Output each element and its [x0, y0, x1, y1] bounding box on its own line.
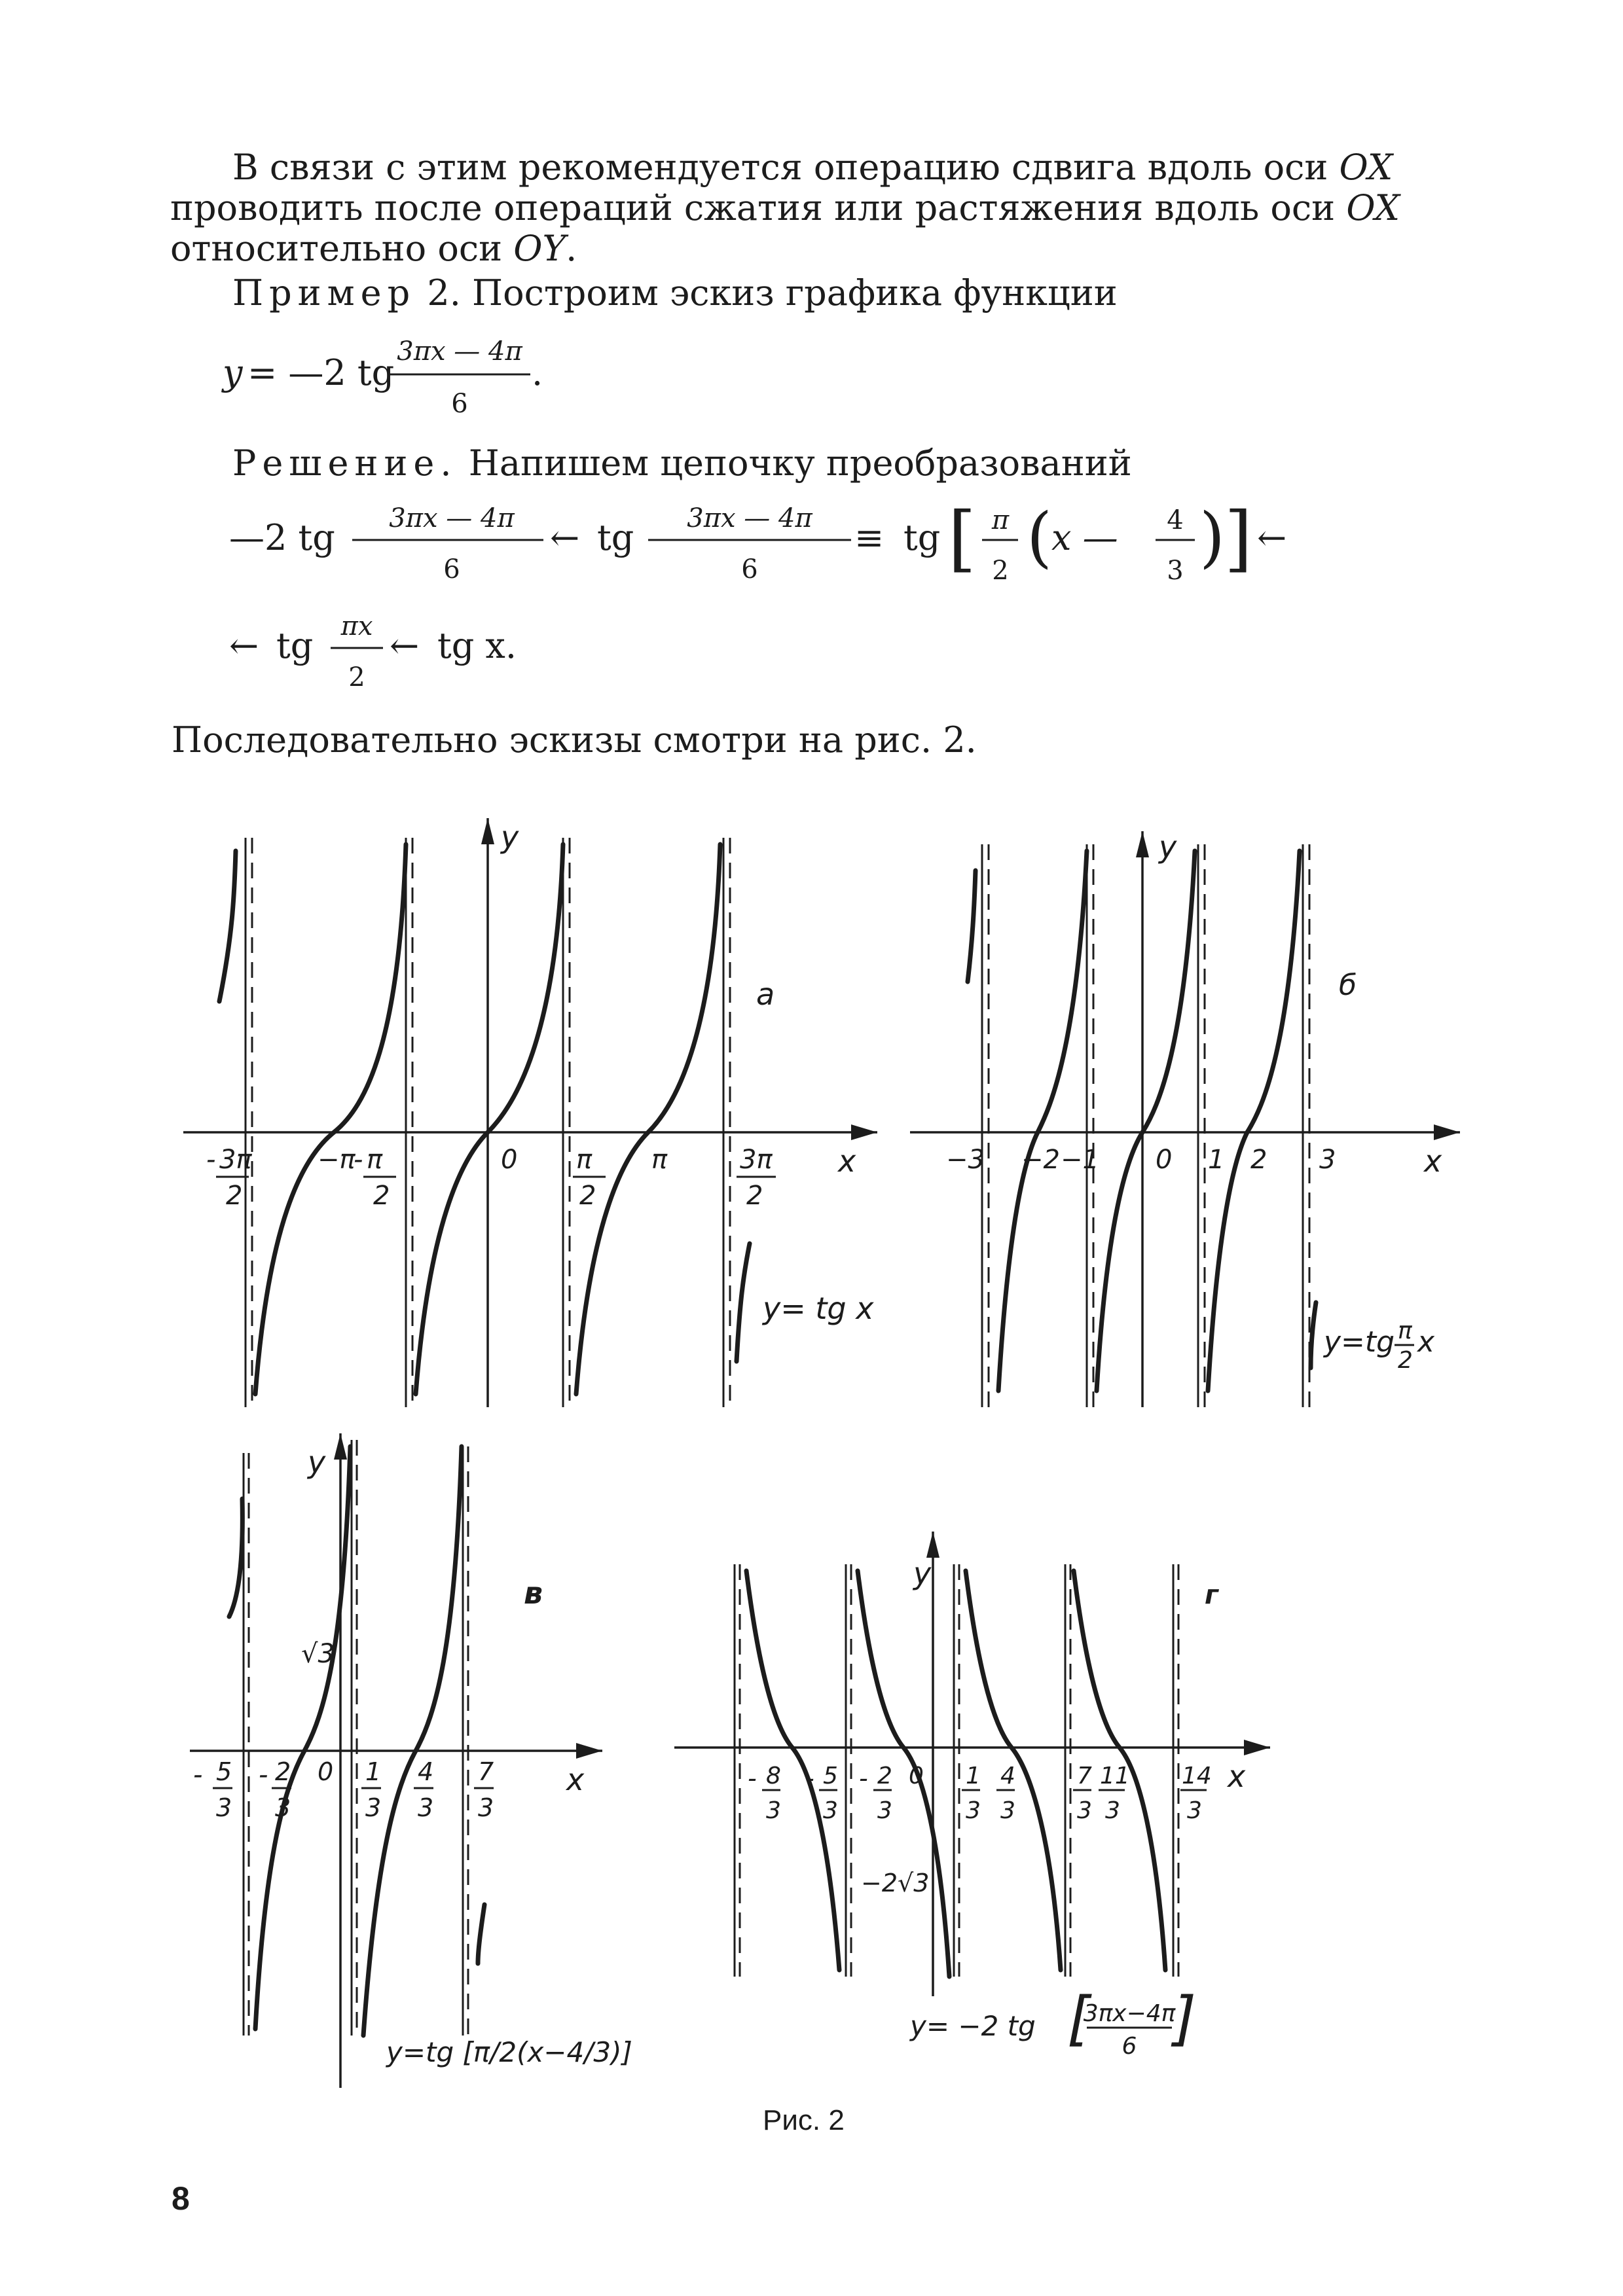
svg-text:]: ]: [1173, 1984, 1197, 2053]
svg-text:1: 1: [365, 1757, 382, 1786]
svg-text:3: 3: [365, 1793, 382, 1822]
svg-text:3: 3: [1319, 1145, 1336, 1175]
svg-text:tg: tg: [276, 625, 314, 666]
svg-text:6: 6: [443, 554, 460, 584]
svg-text:[: [: [1067, 1984, 1091, 2053]
arrow-left: ←: [229, 625, 259, 666]
svg-text:(: (: [1027, 499, 1053, 575]
figure-g-final-graph: [668, 1525, 1290, 2081]
svg-text:3: 3: [766, 1797, 781, 1824]
svg-text:3: 3: [877, 1797, 892, 1824]
svg-text:π: π: [1398, 1318, 1412, 1344]
svg-text:]: ]: [1224, 496, 1252, 580]
svg-text:πx: πx: [340, 611, 373, 641]
figure-a-letter: а: [756, 977, 775, 1012]
svg-text:2: 2: [877, 1763, 892, 1789]
svg-text:x: x: [1424, 1143, 1442, 1179]
axis-oy-label: OY: [513, 228, 566, 269]
paragraph-line-3: относительно оси OY.: [170, 228, 577, 269]
svg-text:π: π: [991, 505, 1010, 535]
svg-text:0: 0: [318, 1757, 334, 1786]
svg-text:-: -: [748, 1764, 757, 1793]
svg-text:2: 2: [348, 662, 365, 692]
svg-text:3π: 3π: [740, 1145, 773, 1175]
arrow-left: ←: [390, 625, 420, 666]
formula-denominator: 6: [451, 389, 468, 419]
svg-text:y= −2 tg: y= −2 tg: [910, 2010, 1036, 2042]
arrow-left: ←: [1257, 517, 1287, 558]
figure-v-formula: y=tg [π/2(x−4/3)]: [386, 2036, 632, 2068]
svg-text:1: 1: [966, 1763, 981, 1789]
svg-text:.: .: [532, 352, 543, 393]
svg-text:−3: −3: [946, 1145, 985, 1175]
svg-text:tg: tg: [597, 517, 634, 558]
svg-text:8: 8: [766, 1763, 781, 1789]
line-1-text: В связи с этим рекомендуется операцию сдвига вдоль оси: [232, 147, 1340, 188]
svg-text:3: 3: [418, 1793, 434, 1822]
svg-text:x: x: [1228, 1759, 1246, 1794]
svg-text:-: -: [193, 1760, 203, 1790]
svg-text:tg: tg: [903, 517, 941, 558]
solution-line: [232, 443, 1132, 484]
svg-text:3: 3: [966, 1797, 981, 1824]
sequence-line: Последовательно эскизы смотри на рис. 2.: [172, 719, 977, 761]
page-number: 8: [172, 2180, 190, 2217]
svg-text:3πx−4π: 3πx−4π: [1083, 2000, 1176, 2027]
figure-b-letter: б: [1339, 969, 1357, 1002]
svg-text:3: 3: [1000, 1797, 1015, 1824]
transformation-chain-2: [229, 605, 687, 704]
svg-text:y: y: [501, 819, 519, 855]
svg-text:): ): [1199, 499, 1226, 575]
svg-text:[: [: [948, 496, 976, 580]
arrow-left: ←: [550, 517, 580, 558]
svg-text:−2: −2: [1021, 1145, 1060, 1175]
svg-text:2: 2: [579, 1181, 596, 1211]
solution-text: Напишем цепочку преобразований: [457, 442, 1132, 484]
svg-text:≡: ≡: [854, 517, 884, 558]
line-3-text: относительно оси: [170, 228, 514, 269]
svg-text:5: 5: [823, 1763, 838, 1789]
example-text: 2. Построим эскиз графика функции: [416, 272, 1118, 314]
formula-eq: = —2 tg: [247, 352, 395, 393]
svg-text:y: y: [913, 1556, 932, 1591]
svg-text:3: 3: [216, 1793, 232, 1822]
svg-text:y: y: [1159, 829, 1177, 865]
svg-text:-: -: [859, 1764, 868, 1793]
figure-v-letter: в: [524, 1575, 543, 1611]
svg-text:3: 3: [1105, 1797, 1120, 1824]
svg-text:y: y: [308, 1444, 326, 1480]
svg-text:3: 3: [1077, 1797, 1092, 1824]
svg-text:4: 4: [1000, 1763, 1015, 1789]
svg-text:-: -: [354, 1145, 363, 1175]
figure-g-letter: г: [1205, 1580, 1218, 1610]
svg-text:π: π: [651, 1145, 668, 1175]
svg-text:y=tg: y=tg: [1324, 1325, 1395, 1359]
figure-a-tan-x: [170, 818, 890, 1420]
figure-v-shifted-tan: [183, 1427, 642, 2108]
svg-text:6: 6: [741, 554, 758, 584]
svg-text:x: x: [838, 1143, 856, 1179]
svg-text:2: 2: [746, 1181, 763, 1211]
svg-text:3π: 3π: [219, 1145, 252, 1175]
svg-text:3πx — 4π: 3πx — 4π: [687, 503, 812, 533]
figure-caption: Рис. 2: [763, 2104, 845, 2136]
svg-text:-: -: [206, 1145, 216, 1175]
paragraph-line-1: [232, 147, 1393, 188]
svg-text:0: 0: [1156, 1145, 1173, 1175]
svg-text:π: π: [367, 1145, 383, 1175]
svg-text:tg x.: tg x.: [437, 625, 517, 666]
example-label: Пример: [232, 272, 416, 314]
paragraph-line-2: [170, 188, 1400, 228]
solution-label: Решение.: [232, 442, 458, 484]
sqrt3-label: √3: [301, 1639, 335, 1669]
svg-text:3πx — 4π: 3πx — 4π: [389, 503, 515, 533]
svg-text:−1: −1: [1061, 1145, 1099, 1175]
svg-text:-: -: [259, 1760, 268, 1790]
svg-text:3: 3: [823, 1797, 838, 1824]
formula-y: y: [223, 352, 243, 393]
formula-numerator: 3πx — 4π: [397, 336, 522, 367]
svg-text:x: x: [566, 1762, 585, 1797]
svg-text:−π: −π: [318, 1145, 356, 1175]
svg-text:6: 6: [1122, 2033, 1137, 2060]
svg-text:x: x: [1417, 1325, 1435, 1359]
svg-text:3: 3: [1167, 556, 1184, 586]
svg-text:2: 2: [373, 1181, 390, 1211]
svg-text:4: 4: [1167, 505, 1184, 535]
transformation-chain-1: [229, 497, 1342, 602]
example-line: [232, 273, 1118, 314]
svg-text:4: 4: [418, 1757, 434, 1786]
svg-text:2: 2: [992, 556, 1009, 586]
svg-text:11: 11: [1100, 1763, 1130, 1789]
axis-ox-label: OX: [1339, 147, 1393, 188]
svg-text:—2 tg: —2 tg: [229, 517, 335, 558]
svg-text:x —: x —: [1051, 517, 1118, 558]
svg-text:7: 7: [478, 1757, 494, 1786]
svg-text:2: 2: [226, 1181, 243, 1211]
svg-text:0: 0: [501, 1145, 518, 1175]
svg-text:π: π: [576, 1145, 593, 1175]
svg-text:3: 3: [1187, 1797, 1202, 1824]
svg-text:14: 14: [1182, 1763, 1212, 1789]
figure-a-formula: y= tg x: [763, 1291, 874, 1326]
svg-text:3: 3: [478, 1793, 494, 1822]
svg-text:2: 2: [1250, 1145, 1267, 1175]
svg-text:0: 0: [909, 1763, 924, 1789]
svg-text:3: 3: [275, 1793, 291, 1822]
svg-text:-: -: [805, 1764, 814, 1793]
main-formula: [223, 334, 681, 432]
svg-text:2: 2: [275, 1757, 291, 1786]
neg-2sqrt3-label: −2√3: [861, 1869, 930, 1897]
axis-ox-label: OX: [1346, 187, 1400, 228]
line-2-text: проводить после операций сжатия или растяжения вдоль оси: [170, 187, 1347, 228]
svg-text:7: 7: [1077, 1763, 1092, 1789]
figure-b-tan-pi-x-2: [910, 831, 1480, 1420]
svg-text:5: 5: [216, 1757, 232, 1786]
svg-text:1: 1: [1208, 1145, 1225, 1175]
svg-text:2: 2: [1398, 1347, 1413, 1374]
